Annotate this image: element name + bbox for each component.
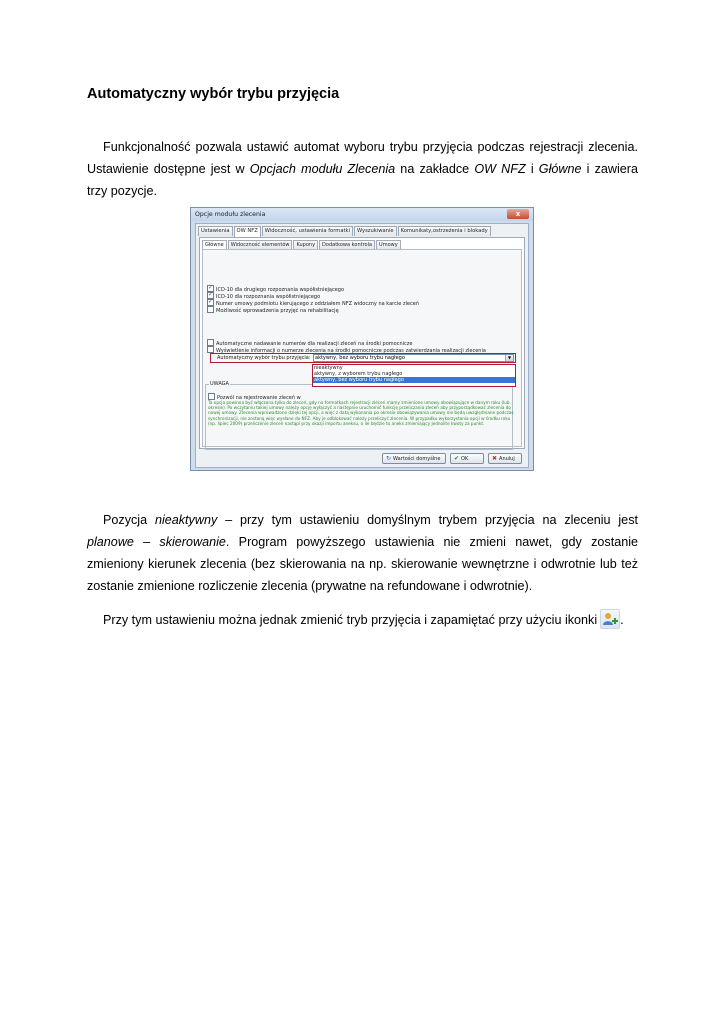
close-icon[interactable]: x <box>507 209 529 219</box>
checkbox-auto-numery[interactable]: Automatyczne nadawanie numerów dla realizacji zleceń na środki pomocnicze <box>207 339 412 346</box>
tab-wyszukiwanie[interactable]: Wyszukiwanie <box>354 226 397 236</box>
uwaga-text: Ta opcja powinna być włączona tylko do zleceń, gdy na formatkach rejestracji zleceń mamy zmienione umowy obowiązujące w danym roku (lub okresie). Po wczytaniu takiej umowy należy opcję wyłączyć a następnie uruchomić funkcję przeliczania zleceń aby przyporządkować zlecenia do nowej umowy. Zlecenia wprowadzone dzięki tej opcji, a więc z datą wykonania po okresie obowiązywania umowy nie będą uwzględniane podczas synchronizacji, nie zostaną więc wysłane do NFZ. Aby je odblokować należy przeliczyć zlecenia. W przypadku wykorzystania opcji w środku roku (np. lipiec 2009) przeliczenie zleceń nastąpi przy okazji importu aneksu, o ile będzie to aneks zmieniający jednolite kwoty za punkt. <box>208 400 514 426</box>
cross-icon: ✖ <box>492 455 498 462</box>
checkbox-rehabilitacja[interactable]: Możliwość wprowadzenia przyjęć na rehabilitację <box>207 306 339 313</box>
checkbox-icon <box>207 306 214 313</box>
checkbox-numer-umowy[interactable]: ✓Numer umowy podmiotu kierującego z oddziałem NFZ widoczny na karcie zleceń <box>207 299 419 306</box>
uwaga-title: UWAGA <box>210 381 229 387</box>
option-bez-wyboru[interactable]: aktywny, bez wyboru trybu nagłego <box>313 377 515 383</box>
main-tabs <box>198 226 492 236</box>
defaults-button[interactable]: ↻ Wartości domyślne <box>382 453 446 464</box>
checkbox-pozwol-rejestrowanie[interactable]: Pozwól na rejestrowanie zleceń w <box>208 393 301 400</box>
subtab-glowne[interactable]: Główne <box>202 240 227 249</box>
nieaktywny-paragraph: Pozycja nieaktywny – przy tym ustawieniu domyślnym trybem przyjęcia na zleceniu jest planowe – skierowanie. Program powyższego ustawienia nie zmieni nawet, gdy zostanie zmieniony kierunek zlecenia (bez skierowania na np. skierowanie wewnętrzne i odwrotnie lub też zostanie zmienione rozliczenie zlecenia (prywatne na refundowane i odwrotnie). <box>87 513 639 593</box>
dialog-title: Opcje modułu zlecenia <box>195 211 266 218</box>
checkbox-icon <box>207 299 214 306</box>
cancel-button[interactable]: ✖ Anuluj <box>488 453 522 464</box>
chevron-down-icon[interactable]: ▼ <box>505 355 513 361</box>
select-label: Automatyczny wybór trybu przyjęcia: <box>217 355 311 361</box>
sub-tabs <box>202 240 402 249</box>
checkbox-informacja-numer[interactable]: Wyświetlenie informacji o numerze zlecenia na środki pomocnicze podczas zatwierdzania realizacji zlecenia <box>207 346 486 353</box>
icon-paragraph: Przy tym ustawieniu można jednak zmienić tryb przyjęcia i zapamiętać przy użyciu ikonki . <box>87 609 638 631</box>
dialog-title-bar <box>191 208 533 221</box>
checkbox-icon <box>208 393 215 400</box>
intro-paragraph: Funkcjonalność pozwala ustawić automat wyboru trybu przyjęcia podczas rejestracji zlecenia. Ustawienie dostępne jest w Opcjach modułu Zlecenia na zakładce OW NFZ i Główne i zawiera trzy pozycje. <box>87 140 638 198</box>
checkbox-icon <box>207 346 214 353</box>
mode-select[interactable]: aktywny, bez wyboru trybu nagłego ▼ <box>313 354 514 362</box>
tab-komunikaty[interactable]: Komunikaty,ostrzeżenia i blokady <box>398 226 491 236</box>
page-title: Automatyczny wybór trybu przyjęcia <box>87 86 340 102</box>
mode-dropdown <box>312 364 516 387</box>
tab-ustawienia[interactable]: Ustawienia <box>198 226 233 236</box>
refresh-icon: ↻ <box>386 455 392 462</box>
user-add-icon <box>600 609 620 629</box>
check-icon: ✔ <box>454 455 460 462</box>
subtab-dodatkowa-kontrola[interactable]: Dodatkowa kontrola <box>319 240 375 249</box>
checkbox-icon <box>207 339 214 346</box>
tab-ow-nfz[interactable]: OW NFZ <box>234 226 261 237</box>
subtab-widocznosc-elementow[interactable]: Widoczność elementów <box>228 240 293 249</box>
dialog-body <box>195 223 529 468</box>
options-dialog-screenshot <box>190 207 534 471</box>
tab-widocznosc[interactable]: Widoczność, ustawienia formatki <box>262 226 353 236</box>
subtab-kupony[interactable]: Kupony <box>293 240 318 249</box>
checkbox-icd10-drugie[interactable]: ✓ICD-10 dla drugiego rozpoznania współistniejącego <box>207 285 344 292</box>
checkbox-icd10-wspolistniejace[interactable]: ✓ICD-10 dla rozpoznania współistniejącego <box>207 292 320 299</box>
option-z-wyborem[interactable]: aktywny, z wyborem trybu nagłego <box>314 371 403 377</box>
ok-button[interactable]: ✔ OK <box>450 453 484 464</box>
option-nieaktywny[interactable]: nieaktywny <box>314 365 343 371</box>
subtab-umowy[interactable]: Umowy <box>376 240 401 249</box>
